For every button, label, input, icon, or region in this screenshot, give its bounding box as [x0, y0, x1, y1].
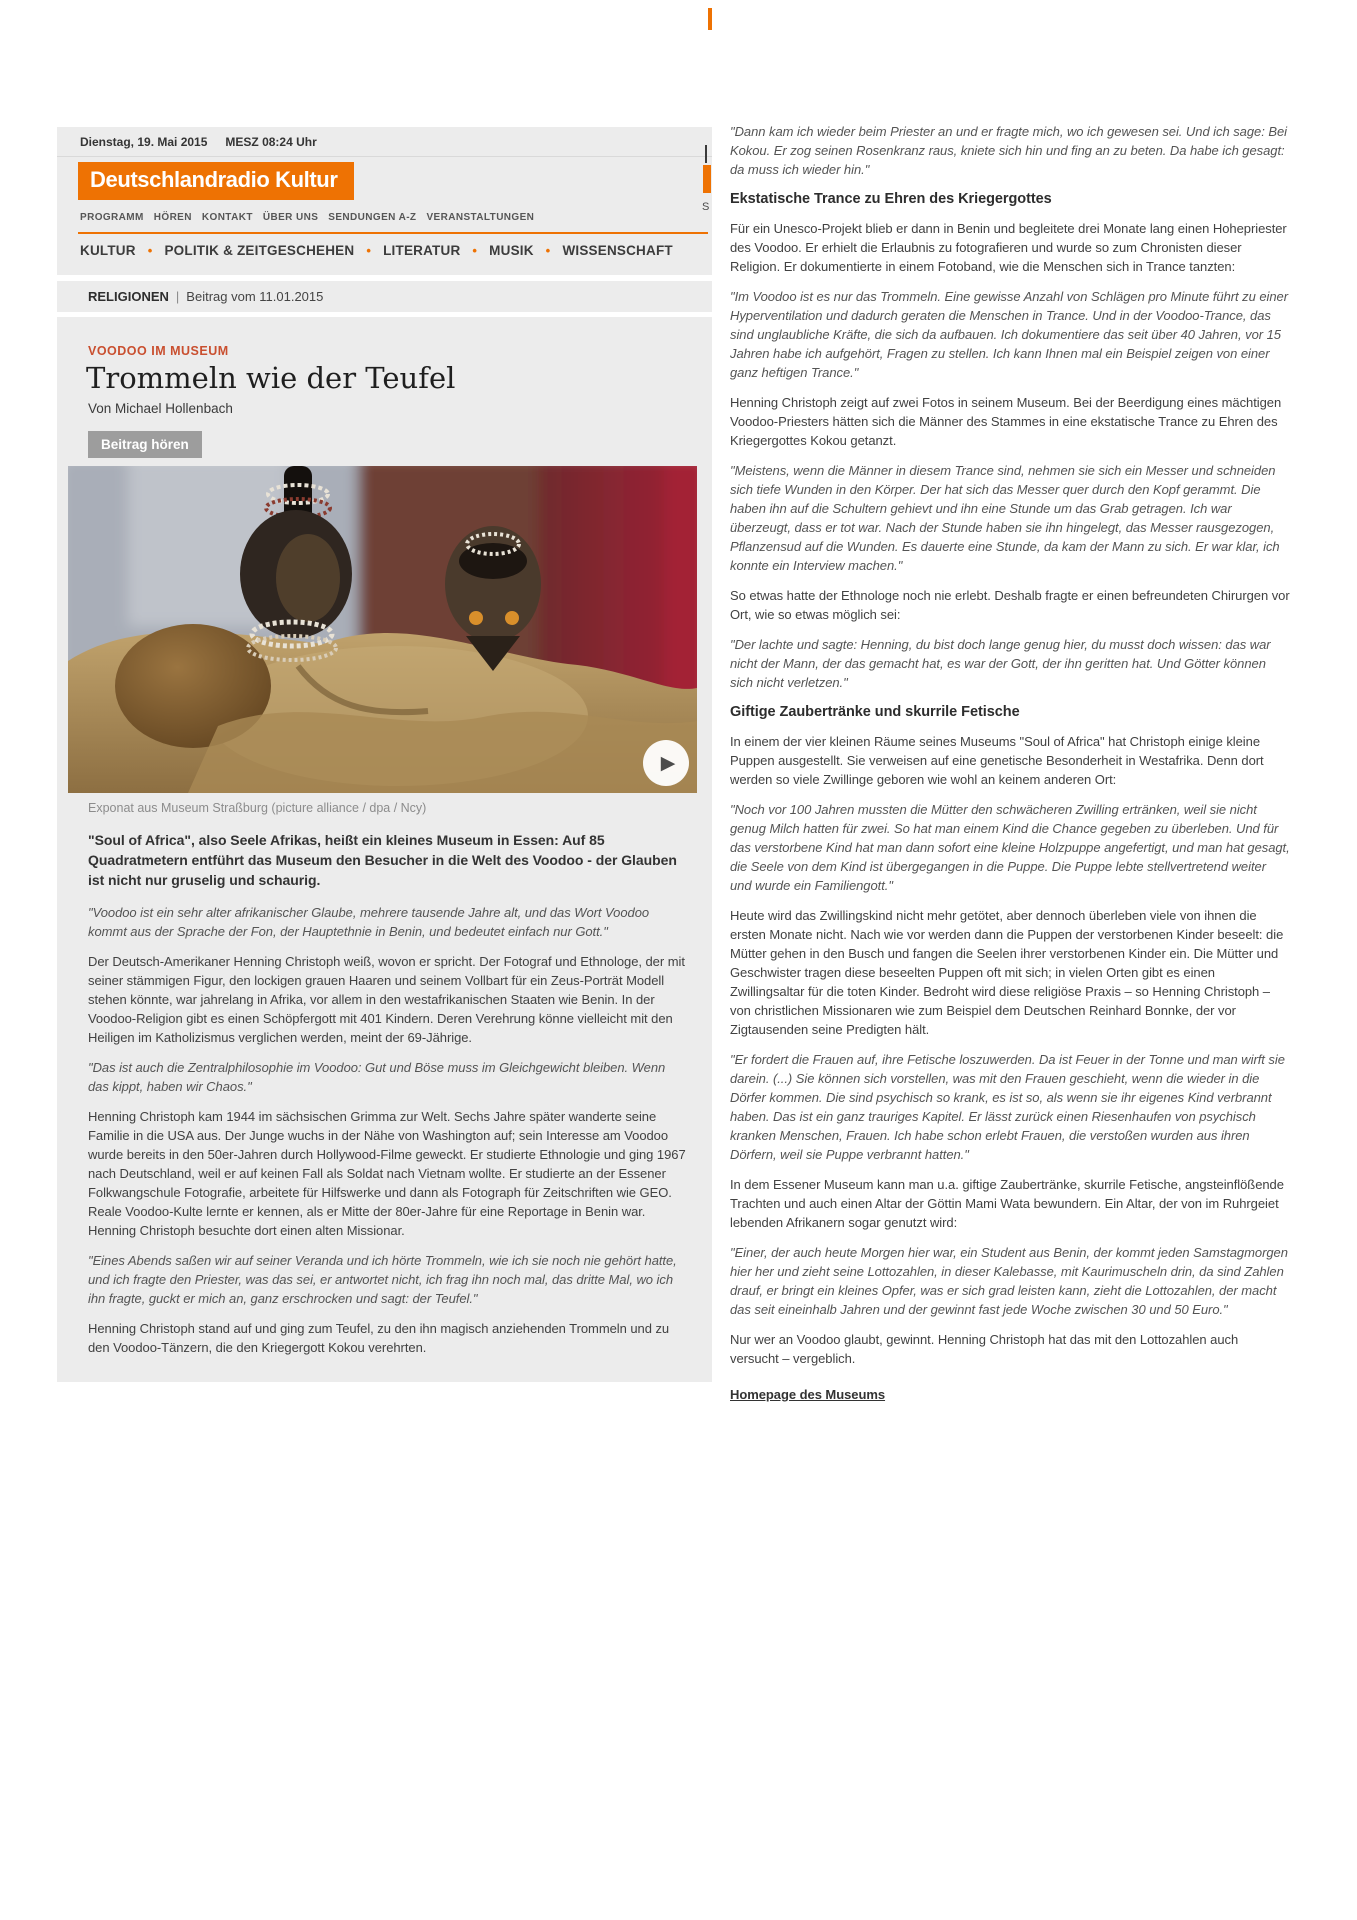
site-header: [57, 127, 712, 275]
current-date: Dienstag, 19. Mai 2015: [80, 135, 208, 149]
breadcrumb-divider: |: [175, 289, 180, 304]
article-quote: "Er fordert die Frauen auf, ihre Fetische loszuwerden. Da ist Feuer in der Tonne und man wirft sie darein. (...) Sie können sich vorstellen, was mit den Frauen geschieht, wenn die wieder in die Dörfer kommen. Die sind psychisch so krank, es ist so, als wenn sie ihr eigenes Kind verbrannt haben. Das ist ein ganz trauriges Kapitel. Er lässt zurück einen Riesenhaufen von psychisch kranken Menschen, Frauen. Ich habe schon erlebt Frauen, die verstoßen wurden aus ihren Dörfern, weil sie Puppe verbrannt hatten.": [730, 1052, 1285, 1162]
current-time: MESZ 08:24 Uhr: [225, 135, 317, 149]
article-paragraph: Der Deutsch-Amerikaner Henning Christoph weiß, wovon er spricht. Der Fotograf und Ethnologe, der mit seiner stämmigen Figur, den lockigen grauen Haaren und seinem Vollbart für ein Zeus-Porträt Modell stehen könnte, war jahrelang in Afrika, vor allem in den westafrikanischen Staaten wie Benin. In der Voodoo-Religion gibt es einen Schöpfergott mit 401 Kindern. Deren Verehrung könne vielleicht mit den Heiligen im Katholizismus verglichen werden, meint der 69-Jährige.: [88, 954, 685, 1045]
station-logo[interactable]: Deutschlandradio Kultur: [78, 162, 354, 200]
article-paragraph: So etwas hatte der Ethnologe noch nie erlebt. Deshalb fragte er einen befreundeten Chirurgen vor Ort, wie so etwas möglich sei:: [730, 588, 1290, 622]
article-paragraph: Henning Christoph stand auf und ging zum Teufel, zu den ihn magisch anziehenden Trommeln und zu den Voodoo-Tänzern, die den Kriegergott Kokou verehrten.: [88, 1321, 670, 1355]
article-paragraph: Nur wer an Voodoo glaubt, gewinnt. Henning Christoph hat das mit den Lottozahlen auch versucht – vergeblich.: [730, 1332, 1239, 1366]
article-kicker: VOODOO IM MUSEUM: [88, 344, 229, 358]
breadcrumb: [57, 281, 712, 312]
article-paragraph: Heute wird das Zwillingskind nicht mehr getötet, aber dennoch überleben viele von ihnen die ersten Monate nicht. Nach wie vor werden dann die Puppen der verstorbenen Kinder beseelt: die Mütter gehen in den Busch und fangen die Seelen ihrer verstorbenen Kinder ein. Die Mütter und Geschwister tragen diese beseelten Puppen oft mit sich; in vielen Orten gibt es einen Zwillingsaltar für die toten Kinder. Bedroht wird diese religiöse Praxis – so Henning Christoph – von christlichen Missionaren wie zum Beispiel dem Deutschen Reinhard Bonnke, der vor Zigtausenden seine Predigten hält.: [730, 908, 1284, 1037]
nav-separator-dot: •: [472, 243, 478, 258]
article-image: [68, 466, 697, 793]
breadcrumb-section[interactable]: RELIGIONEN: [88, 289, 169, 304]
main-nav: [80, 243, 712, 258]
main-nav-item[interactable]: POLITIK & ZEITGESCHEHEN: [164, 243, 355, 258]
nav-separator-dot: •: [545, 243, 551, 258]
main-nav-item[interactable]: WISSENSCHAFT: [562, 243, 673, 258]
article-column-right: [730, 122, 1290, 1415]
article-lead: "Soul of Africa", also Seele Afrikas, heißt ein kleines Museum in Essen: Auf 85 Quadratmetern entführt das Museum den Besucher in die Welt des Voodoo - der Glauben ist nicht nur gruselig und schaurig.: [88, 832, 677, 888]
section-heading: Ekstatische Trance zu Ehren des Kriegergottes: [730, 191, 1052, 207]
cut-off-orange-fragment: [703, 165, 711, 193]
article-paragraph: In dem Essener Museum kann man u.a. giftige Zaubertränke, skurrile Fetische, angsteinflößende Trachten und auch einen Altar der Göttin Mami Wata bewundern. Ein Altar, der von im Ruhrgeiet lebenden Afrikanern sogar genutzt wird:: [730, 1177, 1284, 1230]
article-paragraph: Henning Christoph kam 1944 im sächsischen Grimma zur Welt. Sechs Jahre später wanderte seine Familie in die USA aus. Der Junge wuchs in der Nähe von Washington auf; sein Interesse am Voodoo wurde bereits in den 50er-Jahren durch Hollywood-Filme geweckt. Er studierte Ethnologie und ging 1967 nach Deutschland, weil er auf keinen Fall als Soldat nach Vietnam wollte. Er studierte an der Essener Folkwangschule Fotografie, arbeitete für Hilfswerke und dann als Fotograph für Zeitschriften wie GEO. Reale Voodoo-Kulte lernte er kennen, als er Mitte der 80er-Jahre für eine Reportage in Benin war. Henning Christoph besuchte dort einen alten Missionar.: [88, 1109, 686, 1238]
meta-nav-item[interactable]: KONTAKT: [201, 212, 253, 223]
article-quote: "Im Voodoo ist es nur das Trommeln. Eine gewisse Anzahl von Schlägen pro Minute führt zu einer Hyperventilation und dadurch geraten die Menschen in Trance. Und in der Voodoo-Trance, das sind unglaubliche Kräfte, die sich da aufbauen. Ich dokumentiere das seit über 40 Jahren, vor 15 Jahren habe ich aufgehört, Fragen zu stellen. Ich kann Ihnen mal ein Beispiel zeigen von einer ganz heftigen Trance.": [730, 289, 1288, 380]
article-quote: "Meistens, wenn die Männer in diesem Trance sind, nehmen sie sich ein Messer und schneiden sich tiefe Wunden in den Körper. Der hat sich das Messer quer durch den Kopf gerammt. Die haben ihn auf die Schultern gehievt und ihn eine Stunde um das Grab getragen. Ich war überzeugt, dass er tot war. Nach der Stunde haben sie ihn hingelegt, das Messer rausgezogen, Pflanzensud auf die Wunden. Es dauerte eine Stunde, da kam der Mann zu sich. Er war klar, ich konnte ein Interview machen.": [730, 463, 1280, 573]
image-caption: Exponat aus Museum Straßburg (picture alliance / dpa / Ncy): [88, 801, 427, 815]
article-paragraph: In einem der vier kleinen Räume seines Museums "Soul of Africa" hat Christoph einige kleine Puppen ausgestellt. Sie verweisen auf eine genetische Besonderheit in Westafrika. Denn dort werden so viele Zwillinge geboren wie wohl an keinem anderen Ort:: [730, 734, 1264, 787]
article-column-left: [88, 830, 688, 1357]
article-quote: "Einer, der auch heute Morgen hier war, ein Student aus Benin, der kommt jeden Samstagmorgen hier her und zieht seine Lottozahlen, in dieser Kalebasse, mit Kaurimuscheln drin, da sind Zahlen drauf, er bringt ein kleines Opfer, was er sich grad leisten kann, zieht die Lottozahlen, der macht das seit eineinhalb Jahren und der gewinnt fast jede Woche zwischen 30 und 50 Euro.": [730, 1245, 1288, 1317]
nav-separator-dot: •: [147, 243, 153, 258]
main-nav-item[interactable]: KULTUR: [80, 243, 136, 258]
article-quote: "Dann kam ich wieder beim Priester an und er fragte mich, wo ich gewesen sei. Und ich sage: Bei Kokou. Er zog seinen Rosenkranz raus, kniete sich hin und fing an zu beten. Da habe ich gesagt: da muss ich wieder hin.": [730, 124, 1287, 177]
cut-off-dark-line-fragment: [705, 145, 707, 163]
voodoo-figures-illustration: [68, 466, 697, 793]
nav-separator-dot: •: [366, 243, 372, 258]
meta-nav-item[interactable]: ÜBER UNS: [262, 212, 319, 223]
main-nav-item[interactable]: MUSIK: [489, 243, 534, 258]
article-quote: "Der lachte und sagte: Henning, du bist doch lange genug hier, du musst doch wissen: das war nicht der Mann, der das gemacht hat, es war der Gott, der ihn geritten hat. Und Götter können sich nicht verletzen.": [730, 637, 1271, 690]
article-quote: "Das ist auch die Zentralphilosophie im Voodoo: Gut und Böse muss im Gleichgewicht bleiben. Wenn das kippt, haben wir Chaos.": [88, 1060, 666, 1094]
article-byline: Von Michael Hollenbach: [88, 401, 233, 416]
article-quote: "Voodoo ist ein sehr alter afrikanischer Glaube, mehrere tausende Jahre alt, und das Wort Voodoo kommt aus der Sprache der Fon, der Hauptethnie in Benin, und bedeutet einfach nur Gott.": [88, 905, 650, 939]
cut-off-text-fragment: S: [702, 201, 710, 213]
article-page-1: [57, 317, 712, 1382]
meta-nav-item[interactable]: VERANSTALTUNGEN: [426, 212, 535, 223]
article-paragraph: Für ein Unesco-Projekt blieb er dann in Benin und begleitete drei Monate lang einen Hohepriester des Voodoo. Er erhielt die Erlaubnis zu fotografieren und wurde so zum Chronisten dieser Religion. Er dokumentierte in einem Fotoband, wie die Menschen sich in Trance tanzten:: [730, 221, 1287, 274]
article-paragraph: Henning Christoph zeigt auf zwei Fotos in seinem Museum. Bei der Beerdigung eines mächtigen Voodoo-Priesters hätten sich die Männer des Stammes in eine ekstatische Trance zu Ehren des Kriegergottes Kokou getanzt.: [730, 395, 1282, 448]
article-title: Trommeln wie der Teufel: [86, 361, 456, 395]
listen-button[interactable]: Beitrag hören: [88, 431, 202, 458]
article-quote: "Noch vor 100 Jahren mussten die Mütter den schwächeren Zwilling ertränken, weil sie nicht genug Milch hatten für zwei. So hat man einem Kind die Chance gegeben zu überleben. Und für das verstorbene Kind hat man dann sofort eine kleine Holzpuppe angefertigt, und man hat gesagt, die Seele von dem Kind ist übergegangen in die Puppe. Die Puppe lebte stellvertretend weiter und wurde ein Familiengott.": [730, 802, 1290, 893]
date-bar: [57, 127, 712, 157]
meta-nav-item[interactable]: PROGRAMM: [80, 212, 144, 223]
meta-nav: [80, 212, 712, 223]
meta-nav-item[interactable]: HÖREN: [153, 212, 192, 223]
header-divider-rule: [78, 232, 708, 234]
breadcrumb-date: Beitrag vom 11.01.2015: [186, 289, 324, 304]
meta-nav-item[interactable]: SENDUNGEN A-Z: [328, 212, 417, 223]
article-quote: "Eines Abends saßen wir auf seiner Veranda und ich hörte Trommeln, wie ich sie noch nie gehört hatte, und ich fragte den Priester, was das sei, er antwortet nicht, ich frag ihn noch mal, das dritte Mal, wo ich ihn fragte, guckt er mich an, ganz erschrocken und sagt: der Teufel.": [88, 1253, 677, 1306]
section-heading: Giftige Zaubertränke und skurrile Fetische: [730, 704, 1020, 720]
main-nav-item[interactable]: LITERATUR: [383, 243, 461, 258]
article-link[interactable]: Homepage des Museums: [730, 1387, 886, 1402]
audio-play-button[interactable]: [643, 740, 689, 786]
cut-off-orange-fragment-top: [708, 8, 712, 30]
play-icon: ▶: [660, 752, 676, 774]
